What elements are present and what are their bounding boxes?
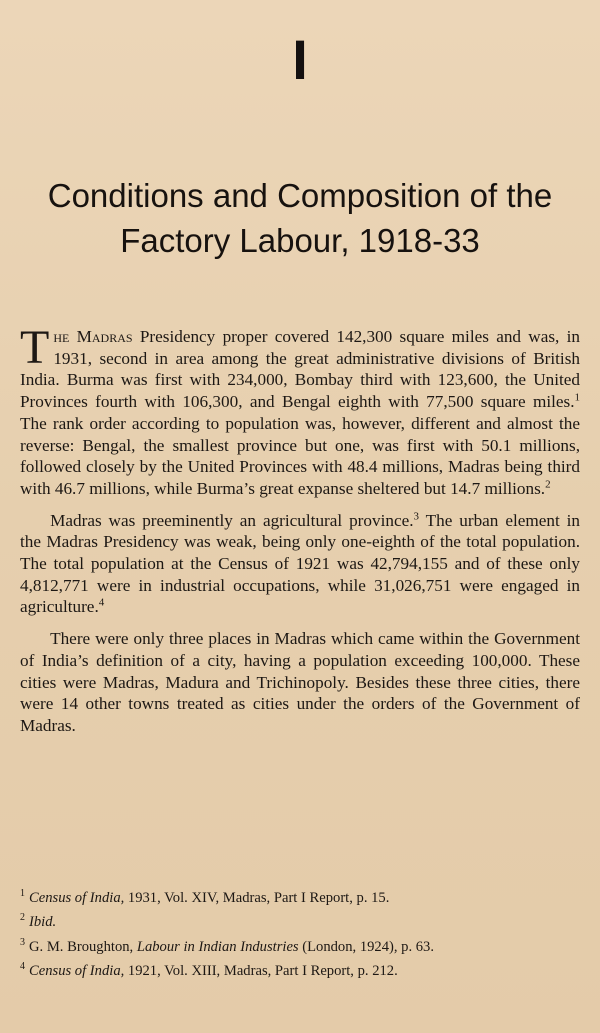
drop-cap: T [20,321,50,374]
paragraph-1-text-b: The rank order according to population was, however, different and almost the reverse: Bengal, the smallest province but one, was first with 50.1 millions, followed closely by the United Provinces with 48.4 millions, Madras being third with 46.7 millions, while Burma’s great expanse sheltered but 14.7 millions. [20,413,580,498]
paragraph-2 [20,510,580,619]
paragraph-2-text-b: The urban element in the Madras Presidency was weak, being only one-eighth of the total population. The total population at the Census of 1921 was 42,794,155 and of these only 4,812,771 were in industrial occupations, while 31,026,751 were engaged in agriculture. [20,510,581,617]
chapter-number: I [292,28,308,91]
paragraph-2-text-a: Madras was preeminently an agricultural province. [50,510,414,530]
paragraph-1 [20,321,580,500]
footnote-ref-2: 2 [545,478,551,491]
footnote-1: $^1$ Census of India, 1931, Vol. XIV, Madras, Part I Report, p. 15. [20,888,390,906]
footnote-ref-4: 4 [98,596,105,609]
paragraph-3: There were only three places in Madras which came within the Government of India’s definition of a city, having a population exceeding 100,000. These cities were Madras, Madura and Trichinopoly. Besides these three cities, there were 14 other towns treated as cities under the orders of the Government of Madras. [20,629,580,735]
chapter-title: Conditions and Composition of the Factory Labour, 1918-33 [47,177,553,259]
footnotes [20,884,580,981]
body-text [20,321,581,737]
footnote-4: $^4$ Census of India, 1921, Vol. XIII, Madras, Part I Report, p. 212. [20,961,398,979]
footnote-ref-3: 3 [413,509,420,522]
paragraph-1-text-a: Presidency proper covered 142,300 square miles and was, in 1931, second in area among the great administrative divisions of British India. Burma was first with 234,000, Bombay third with 123,600, the United Provinces fourth with 106,300, and Bengal eighth with 77,500 square miles. [20,327,580,412]
footnote-ref-1: 1 [574,391,580,404]
footnote-2: $^2$ Ibid. [20,912,57,931]
footnote-3: $^3$ G. M. Broughton, Labour in Indian Industries (London, 1924), p. 63. [20,936,434,955]
opening-small-caps: he Madras [53,327,133,346]
